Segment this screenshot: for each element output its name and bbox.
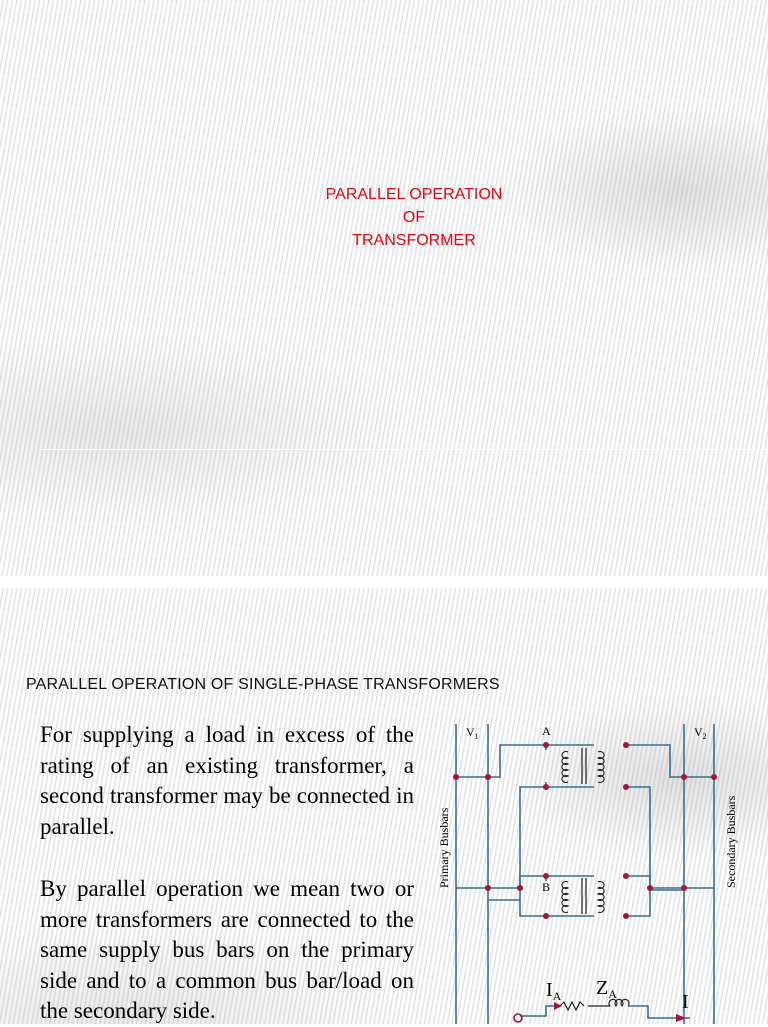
junction-dot <box>623 913 629 919</box>
junction-dot <box>453 774 459 780</box>
junction-dot <box>623 784 629 790</box>
title-divider <box>40 449 768 450</box>
junction-dot <box>485 885 491 891</box>
transformer-a-primary-bottom-lead <box>488 782 546 900</box>
transformer-b-primary-bottom-lead <box>520 900 546 916</box>
transformer-a-secondary-top-lead <box>626 745 714 777</box>
secondary-busbars-label: Secondary Busbars <box>724 795 738 888</box>
junction-dot <box>543 742 549 748</box>
junction-dot <box>647 885 653 891</box>
junction-dot <box>543 913 549 919</box>
current-a-label: $I_A$ <box>546 979 562 1003</box>
transformer-b-secondary-coil <box>598 882 604 913</box>
junction-dot <box>681 885 687 891</box>
transformer-a-label: A <box>542 724 551 738</box>
v1-label: $V_1$ <box>466 725 479 741</box>
slide-title <box>264 183 564 252</box>
paragraph-1: For supplying a load in excess of the rating of an existing transformer, a second transformer may be connected in parallel. <box>40 722 414 839</box>
paragraph-2: By parallel operation we mean two or more transformers are connected to the same supply bus bars on the primary side and to a common bus bar/load on the secondary side. <box>40 876 414 1023</box>
transformer-b-primary-top-lead <box>456 876 546 888</box>
transformer-a-secondary-bottom-lead <box>626 787 684 890</box>
resistor-zigzag <box>560 1002 584 1010</box>
title-line-1: PARALLEL OPERATION <box>325 186 503 203</box>
slide-gap <box>0 576 768 588</box>
transformer-a-primary-coil <box>562 752 568 783</box>
current-total-label: I <box>682 991 689 1013</box>
title-line-3: TRANSFORMER <box>352 232 476 249</box>
junction-dot <box>517 885 523 891</box>
junction-dot <box>485 774 491 780</box>
impedance-a-label: $Z_A$ <box>596 977 617 1001</box>
slide-heading: PARALLEL OPERATION OF SINGLE-PHASE TRANSFORMERS <box>26 676 500 693</box>
primary-busbars-label: Primary Busbars <box>437 807 451 888</box>
junction-dot <box>711 774 717 780</box>
transformer-b-label: B <box>542 880 551 894</box>
current-arrow <box>554 1002 562 1010</box>
junction-dot <box>543 784 549 790</box>
transformer-a-secondary-coil <box>598 752 604 783</box>
transformer-b-primary-coil <box>562 882 568 913</box>
terminal-dot <box>514 1014 522 1022</box>
junction-dot <box>623 742 629 748</box>
junction-dot <box>681 774 687 780</box>
transformer-a-primary-top-lead <box>456 745 546 777</box>
transformer-b-secondary-top-lead <box>626 876 714 888</box>
junction-dot <box>543 873 549 879</box>
v2-label: $V_2$ <box>694 725 707 741</box>
junction-dot <box>623 873 629 879</box>
title-line-2: OF <box>402 209 426 226</box>
parallel-transformer-diagram <box>420 716 760 1024</box>
transformer-b-secondary-bottom-lead <box>626 890 650 916</box>
